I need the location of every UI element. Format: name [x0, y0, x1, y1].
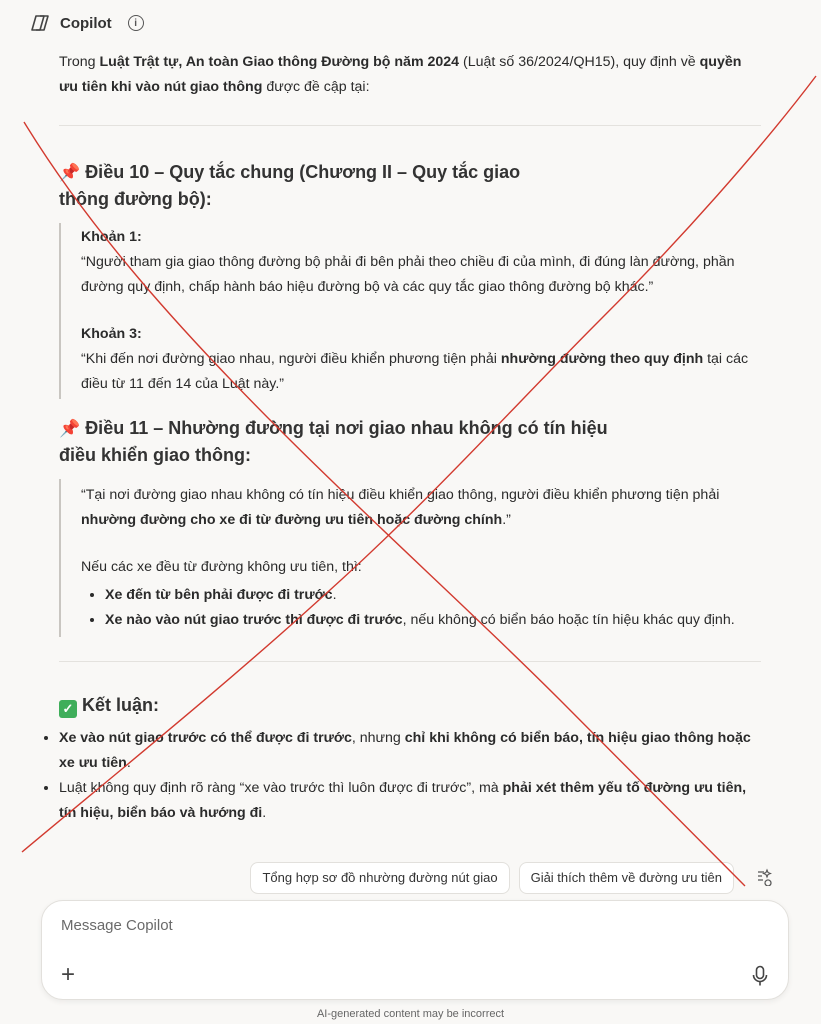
microphone-icon[interactable] — [750, 965, 770, 987]
intro-paragraph: Trong Luật Trật tự, An toàn Giao thông Đường bộ năm 2024 (Luật số 36/2024/QH15), quy định về quyền ưu tiên khi vào nút giao thông được đề cập tại: — [59, 54, 742, 95]
chat-response — [59, 50, 761, 826]
message-input[interactable]: Message Copilot — [61, 917, 173, 934]
plus-icon[interactable]: + — [61, 961, 76, 988]
khoan-1-label: Khoản 1: — [81, 229, 142, 245]
info-icon[interactable]: i — [128, 15, 144, 31]
khoan-3-label: Khoản 3: — [81, 326, 142, 342]
blockquote-dieu-11 — [59, 479, 761, 637]
divider — [59, 661, 761, 662]
suggestion-chip[interactable]: Tổng hợp sơ đồ nhường đường nút giao — [250, 862, 509, 894]
suggestion-chips — [250, 862, 779, 894]
copilot-logo-icon — [30, 13, 50, 33]
section-heading-dieu-10: 📌 Điều 10 – Quy tắc chung (Chương II – Quy tắc giao thông đường bộ): — [59, 162, 521, 209]
check-mark-icon: ✓ — [59, 700, 77, 718]
list-item: • Luật không quy định rõ ràng “xe vào trước thì luôn được đi trước”, mà phải xét thêm yếu tố đường ưu tiên, tín hiệu, biển báo và hướng đi. — [59, 776, 761, 826]
list-item: • Xe đến từ bên phải được đi trước. — [105, 583, 761, 608]
list-item: • Xe vào nút giao trước có thể được đi trước, nhưng chỉ khi không có biển báo, tín hiệu giao thông hoặc xe ưu tiên. — [59, 726, 761, 776]
section-heading-dieu-11: 📌 Điều 11 – Nhường đường tại nơi giao nhau không có tín hiệu điều khiển giao thông: — [59, 418, 608, 465]
pushpin-icon: 📌 — [59, 419, 81, 438]
app-title: Copilot — [60, 14, 112, 32]
list-item: • Xe nào vào nút giao trước thì được đi trước, nếu không có biển báo hoặc tín hiệu khác quy định. — [105, 608, 761, 633]
message-composer[interactable] — [41, 900, 789, 1000]
blockquote-dieu-10 — [59, 223, 761, 399]
dieu-11-quote: “Tại nơi đường giao nhau không có tín hiệu điều khiển giao thông, người điều khiển phương tiện phải nhường đường cho xe đi từ đường ưu tiên hoặc đường chính.” — [81, 487, 720, 528]
khoan-1-text: “Người tham gia giao thông đường bộ phải đi bên phải theo chiều đi của mình, đi đúng làn đường, phần đường quy định, chấp hành báo hiệu đường bộ và các quy tắc giao thông đường bộ khác.” — [81, 254, 735, 295]
conclusion-list — [37, 726, 761, 826]
conclusion-heading: ✓ Kết luận: — [59, 692, 761, 718]
sparkle-refresh-icon[interactable] — [749, 862, 779, 892]
disclaimer: AI-generated content may be incorrect — [316, 1008, 505, 1020]
pushpin-icon: 📌 — [59, 163, 81, 182]
khoan-3-text: “Khi đến nơi đường giao nhau, người điều khiển phương tiện phải nhường đường theo quy định tại các điều từ 11 đến 14 của Luật này.” — [81, 351, 749, 392]
suggestion-chip[interactable]: Giải thích thêm về đường ưu tiên — [519, 862, 734, 894]
app-header — [30, 12, 144, 34]
divider — [59, 125, 761, 126]
dieu-11-list — [81, 583, 761, 633]
dieu-11-lead: Nếu các xe đều từ đường không ưu tiên, thì: — [81, 559, 362, 575]
